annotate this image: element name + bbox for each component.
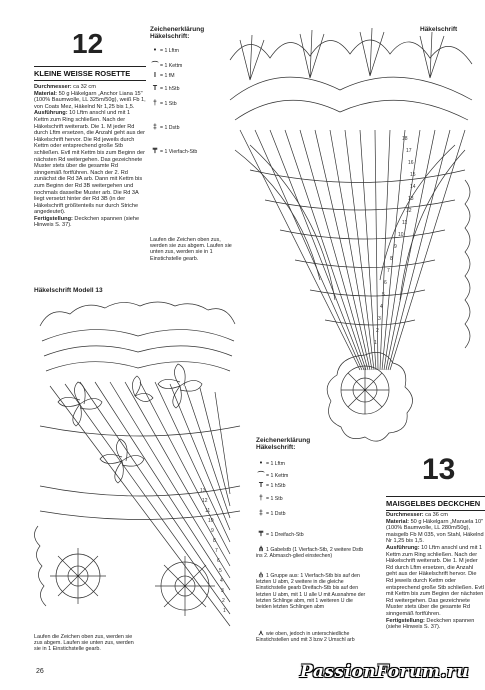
legend-double-treble: ‡ = 1 Dstb (259, 510, 286, 517)
legend-slip-stitch: ⌒ = 1 Kettm (257, 472, 289, 479)
diameter-paragraph: Durchmesser: ca 36 cm (386, 512, 448, 518)
legend-half-treble: T = 1 hStb (152, 85, 180, 92)
right-chart-row-label: 16 (408, 160, 414, 166)
legend-cluster-variant: ⋏ wie oben, jedoch in unterschiedliche Einstichstellen und mit 3 bzw 2 Umschl arb (256, 630, 355, 644)
pattern-number-13: 13 (422, 453, 456, 486)
right-chart-row-label: 1 (374, 340, 377, 346)
finishing-paragraph: Fertigstellung: Deckchen spannen (siehe Hinweis S. 37). (34, 215, 140, 229)
legend-top-caption: Laufen die Zeichen oben zus, werden sie zus abgem. Laufen sie unten zus, werden sie in 1 Einstichstelle gearb. (150, 237, 232, 262)
legend-fork-stitch: ⋔ 1 Gabelstb (1 Vierfach-Stb, 2 weitere Dstb ins 2. Abmasch-glied einstechen) (256, 546, 364, 560)
right-chart-row-label: 3 (378, 316, 381, 322)
legend-triple-treble: ₸ = 1 Dreifach-Stb (258, 531, 304, 538)
instructions-paragraph: Ausführung: 10 Lftm anschl und mit 1 Kettm zum Ring schließen. Nach der Häkelschrift weiterarb. Die 1. M jeder Rd durch Lftm ersetzen, die Anzahl geht aus der Häkelschrift hervor. Die Rd jeweils durch Kettm oder entsprechend große Stb schließen. Evtl mit Kettm bis zum Beginn der nächsten Rd weitergehen. Das gezeichnete Muster stets über die gesamte Rd sinngemäß fortführen. Nach der 2. Rd zunächst die Rd 3A arb. Dann mit Kettm bis zum Beginn der Rd 3B weitergehen und nochmals dasselbe Muster arb. Die Rd 3A liegt versetzt hinter der Rd 3B (in der Häkelschrift größtenteils nur durch Striche angedeutet). (34, 110, 146, 216)
right-chart-row-label: 4 (380, 304, 383, 310)
diameter-paragraph: Durchmesser: ca 32 cm (34, 84, 96, 90)
pattern-13-instructions (386, 512, 485, 660)
right-chart-row-label: 13 (408, 196, 414, 202)
legend-double-treble: ‡ = 1 Dstb (153, 124, 180, 131)
left-chart-row-label: 8 (213, 538, 216, 544)
right-chart-row-label: 8 (390, 256, 393, 262)
right-chart-row-label: 14 (410, 184, 416, 190)
left-chart-row-label: 10 (208, 518, 214, 524)
right-chart-row-label: 12 (406, 208, 412, 214)
legend-chain-stitch: • = 1 Lftm (153, 47, 179, 54)
left-chart-row-label: 9 (211, 528, 214, 534)
legend-chain-stitch: • = 1 Lftm (259, 460, 285, 467)
legend-top-heading: Zeichenerklärung Häkelschrift: (150, 26, 205, 40)
left-chart-row-label: 5 (219, 568, 222, 574)
legend-slip-stitch: ⌒ = 1 Kettm (151, 62, 183, 69)
left-chart-heading: Häkelschrift Modell 13 (34, 287, 103, 294)
left-chart-row-label: 3 (221, 588, 224, 594)
left-crochet-chart (30, 296, 248, 628)
pattern-title-13: MAISGELBES DECKCHEN (386, 496, 485, 511)
left-chart-row-label: 1 (223, 608, 226, 614)
instructions-paragraph: Ausführung: 10 Lftm anschl und mit 1 Kettm zum Ring schließen. Nach der Häkelschrift weiterarb. Die 1. M jeder Rd durch Lftm ersetzen, die Anzahl geht aus der Häkelschrift hervor. Die Rd jeweils durch Kettm oder entsprechend große Stb schließen. Evtl mit Kettm bis zum Beginn der nächsten Rd weitergehen. Das gezeichnete Muster stets über die gesamte Rd sinngemäß fortführen. (386, 544, 484, 617)
right-chart-row-label: 11 (402, 220, 408, 226)
right-chart-row-label: 15 (410, 172, 416, 178)
legend-treble: † = 1 Stb (259, 495, 283, 502)
right-chart-row-label: 18 (402, 136, 408, 142)
left-chart-row-label: 7 (215, 548, 218, 554)
legend-single-crochet: I = 1 fM (154, 72, 175, 79)
right-crochet-chart (210, 20, 485, 470)
finishing-paragraph: Fertigstellung: Deckchen spannen (siehe Hinweis S. 37). (386, 617, 475, 631)
pattern-12-instructions (34, 84, 146, 229)
legend-cluster-group: ⫛ 1 Gruppe aus: 1 Vierfach-Stb bis auf den letzten U abm, 2 weitere in die gleiche Einstichstelle gearb Dreifach-Stb bis auf den letzten U abm, mit 1 U alle U mit Ausnahme der letzten Schlinge abm, mit 1 weiteren U die beiden letzten Schlingen abm (256, 572, 366, 611)
watermark-logo: PassionForum.ru (300, 662, 470, 682)
right-chart-heading: Häkelschrift (420, 26, 458, 33)
page-number: 26 (36, 668, 44, 675)
left-chart-row-label: 12 (202, 498, 208, 504)
legend-bottom-heading: Zeichenerklärung Häkelschrift: (256, 437, 311, 451)
left-chart-row-label: 4 (220, 578, 223, 584)
legend-treble: † = 1 Stb (153, 100, 177, 107)
material-paragraph: Material: 50 g Häkelgarn „Manuela 10" (100% Baumwolle, LL 280m/50g), maisgelb Fb M 035, von Stahl, Häkelnd Nr 1,25 bis 1,5. (386, 518, 484, 545)
right-chart-row-label: 5 (382, 292, 385, 298)
right-chart-row-label: 17 (406, 148, 412, 154)
pattern-number-12: 12 (72, 28, 104, 59)
right-chart-row-label: 9 (394, 244, 397, 250)
left-chart-row-label: 2 (222, 598, 225, 604)
right-chart-row-label: 2 (376, 328, 379, 334)
left-chart-row-label: 6 (217, 558, 220, 564)
left-chart-row-label: 13 (200, 488, 206, 494)
pattern-title-12: KLEINE WEISSE ROSETTE (34, 66, 146, 81)
legend-half-treble: T = 1 hStb (258, 482, 286, 489)
left-chart-row-label: 11 (205, 508, 211, 514)
right-chart-row-label: 10 (398, 232, 404, 238)
left-chart-caption: Laufen die Zeichen oben zus, werden sie zus abgem. Laufen sie unten zus, werden sie in 1 Einstichstelle gearb. (34, 634, 134, 653)
material-paragraph: Material: 50 g Häkelgarn „Anchor Liana 15" (100% Baumwolle, LL 325m/50g), weiß Fb 1, von Coats Mez, Häkelnd Nr 1,25 bis 1,5. (34, 90, 146, 110)
right-chart-row-label: 7 (387, 268, 390, 274)
right-chart-row-label: 6 (384, 280, 387, 286)
legend-quadruple-treble: ₸ = 1 Vierfach-Stb (152, 148, 198, 155)
